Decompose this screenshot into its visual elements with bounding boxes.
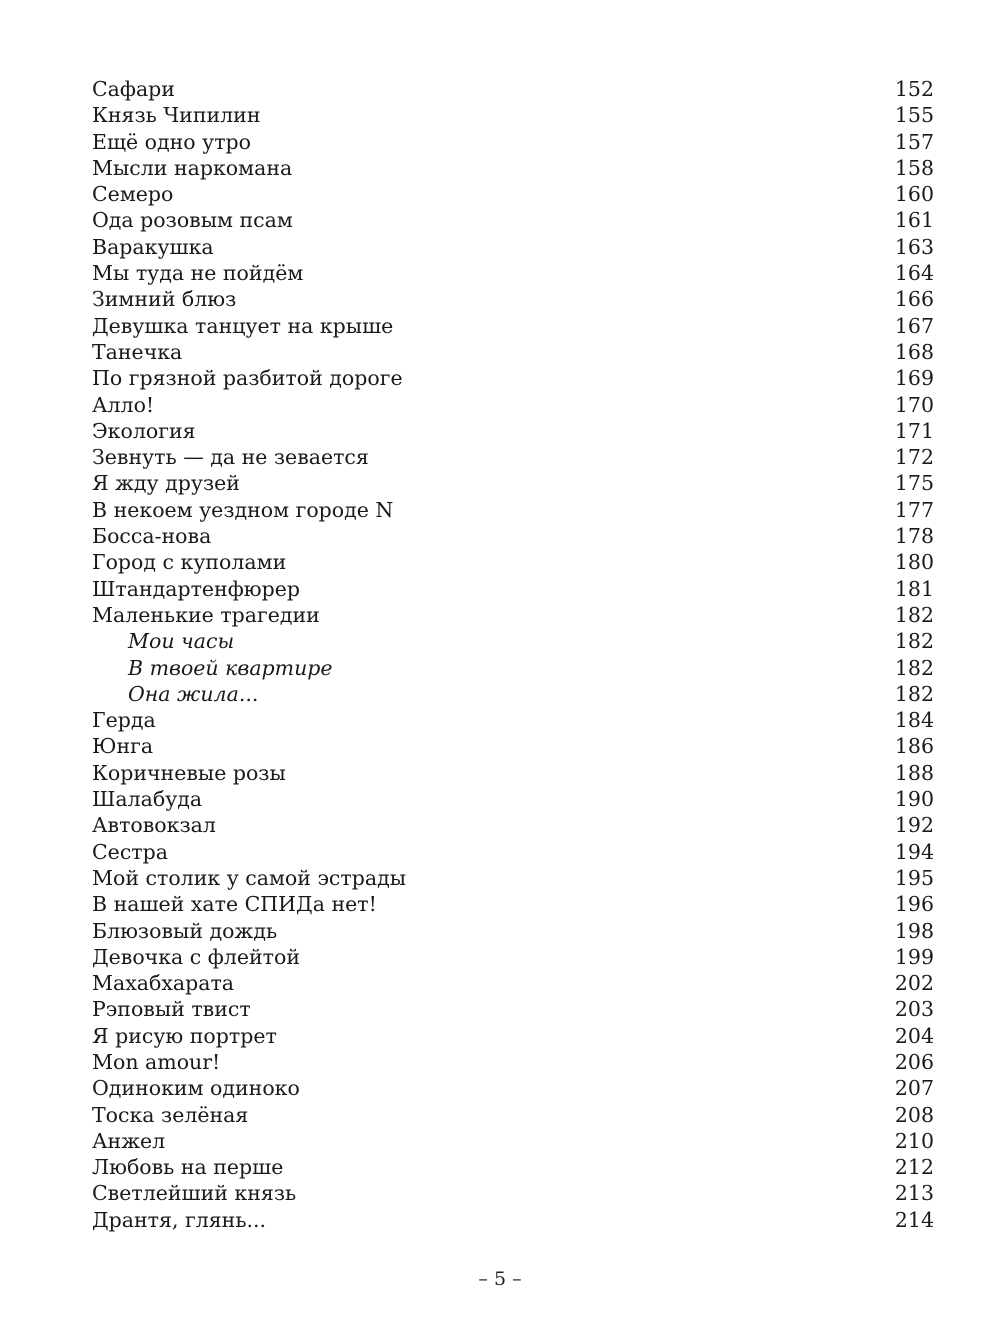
- toc-entry: [92, 155, 934, 181]
- toc-entry-page: 182: [894, 655, 934, 680]
- table-of-contents: [92, 76, 934, 1233]
- toc-entry-page: 169: [894, 366, 934, 391]
- toc-entry-title: Любовь на перше: [92, 1155, 284, 1180]
- toc-entry-page: 158: [894, 155, 934, 180]
- toc-entry-title: Мы туда не пойдём: [92, 261, 304, 286]
- toc-entry-title: Князь Чипилин: [92, 103, 261, 128]
- toc-entry-title: Ода розовым псам: [92, 208, 293, 233]
- toc-entry-title: Девушка танцует на крыше: [92, 313, 394, 338]
- toc-entry: [92, 207, 934, 233]
- toc-entry-page: 204: [894, 1023, 934, 1048]
- toc-entry-title: Алло!: [92, 392, 155, 417]
- toc-entry: [92, 549, 934, 575]
- toc-entry-page: 164: [894, 261, 934, 286]
- toc-entry-page: 203: [894, 997, 934, 1022]
- toc-entry: [92, 865, 934, 891]
- toc-entry-page: 194: [894, 839, 934, 864]
- toc-entry-page: 188: [894, 760, 934, 785]
- toc-entry-page: 166: [894, 287, 934, 312]
- toc-entry-page: 184: [894, 708, 934, 733]
- toc-entry: [92, 1154, 934, 1180]
- toc-entry-title: Зевнуть — да не зевается: [92, 445, 369, 470]
- toc-entry: [92, 812, 934, 838]
- toc-entry-title: Автовокзал: [92, 813, 216, 838]
- toc-entry-page: 160: [894, 182, 934, 207]
- toc-entry-page: 198: [894, 918, 934, 943]
- toc-entry-page: 177: [894, 497, 934, 522]
- toc-entry-page: 155: [894, 103, 934, 128]
- toc-entry-title: Девочка с флейтой: [92, 944, 300, 969]
- toc-entry-title: Я жду друзей: [92, 471, 240, 496]
- toc-entry: [92, 891, 934, 917]
- toc-entry-title: Анжел: [92, 1128, 166, 1153]
- toc-entry-title: Одиноким одиноко: [92, 1076, 300, 1101]
- toc-entry: [92, 523, 934, 549]
- toc-entry-page: 206: [894, 1049, 934, 1074]
- toc-entry-title: Город с куполами: [92, 550, 287, 575]
- toc-entry-title: Дрантя, глянь...: [92, 1207, 267, 1232]
- toc-entry-title: Коричневые розы: [92, 760, 286, 785]
- toc-entry-page: 212: [894, 1155, 934, 1180]
- toc-entry: [92, 470, 934, 496]
- toc-entry-title: В нашей хате СПИДа нет!: [92, 892, 377, 917]
- toc-entry: [92, 365, 934, 391]
- toc-entry-page: 213: [894, 1181, 934, 1206]
- toc-entry-title: Ещё одно утро: [92, 129, 252, 154]
- toc-entry: [92, 339, 934, 365]
- toc-entry-page: 182: [894, 602, 934, 627]
- toc-entry: [92, 970, 934, 996]
- toc-entry: [92, 313, 934, 339]
- toc-entry: [92, 707, 934, 733]
- toc-entry: [92, 392, 934, 418]
- toc-entry-title: В некоем уездном городе N: [92, 497, 394, 522]
- toc-entry-title: Зимний блюз: [92, 287, 237, 312]
- toc-entry-page: 196: [894, 892, 934, 917]
- toc-entry: [92, 839, 934, 865]
- toc-entry: [92, 576, 934, 602]
- toc-entry-title: По грязной разбитой дороге: [92, 366, 403, 391]
- toc-entry-title: Семеро: [92, 182, 174, 207]
- toc-entry: [92, 786, 934, 812]
- toc-subentry: [92, 628, 934, 654]
- toc-entry-title: Экология: [92, 418, 196, 443]
- toc-entry: [92, 234, 934, 260]
- toc-entry: [92, 286, 934, 312]
- toc-entry: [92, 444, 934, 470]
- toc-entry-page: 172: [894, 445, 934, 470]
- toc-entry-page: 181: [894, 576, 934, 601]
- toc-subentry: [92, 655, 934, 681]
- toc-entry: [92, 102, 934, 128]
- toc-entry-page: 210: [894, 1128, 934, 1153]
- toc-entry-title: Сестра: [92, 839, 168, 864]
- toc-entry-page: 208: [894, 1102, 934, 1127]
- toc-entry-page: 199: [894, 944, 934, 969]
- toc-entry-title: Юнга: [92, 734, 154, 759]
- toc-entry-title: Танечка: [92, 339, 183, 364]
- toc-entry-title: Герда: [92, 708, 156, 733]
- toc-entry: [92, 1023, 934, 1049]
- toc-entry: [92, 1102, 934, 1128]
- toc-entry-title: Мои часы: [128, 629, 235, 654]
- toc-entry-title: Рэповый твист: [92, 997, 251, 1022]
- toc-entry: [92, 760, 934, 786]
- toc-entry-page: 182: [894, 681, 934, 706]
- toc-entry-page: 214: [894, 1207, 934, 1232]
- toc-entry-page: 171: [894, 418, 934, 443]
- toc-entry: [92, 76, 934, 102]
- toc-entry-title: Я рисую портрет: [92, 1023, 277, 1048]
- toc-entry-title: Мой столик у самой эстрады: [92, 865, 407, 890]
- toc-entry-title: Босса-нова: [92, 524, 212, 549]
- toc-subentry: [92, 681, 934, 707]
- toc-entry-title: Штандартенфюрер: [92, 576, 300, 601]
- page-number: – 5 –: [478, 1268, 522, 1290]
- toc-entry: [92, 602, 934, 628]
- toc-entry: [92, 1049, 934, 1075]
- toc-entry: [92, 181, 934, 207]
- toc-entry-title: В твоей квартире: [128, 655, 333, 680]
- toc-entry-page: 202: [894, 971, 934, 996]
- toc-entry-page: 178: [894, 524, 934, 549]
- toc-entry-page: 157: [894, 129, 934, 154]
- toc-entry-page: 170: [894, 392, 934, 417]
- toc-entry: [92, 497, 934, 523]
- toc-entry: [92, 918, 934, 944]
- toc-entry-title: Сафари: [92, 77, 175, 101]
- toc-entry-title: Варакушка: [92, 234, 214, 259]
- toc-entry-title: Махабхарата: [92, 971, 235, 996]
- toc-entry: [92, 1075, 934, 1101]
- toc-entry: [92, 1207, 934, 1233]
- toc-entry-title: Блюзовый дождь: [92, 918, 278, 943]
- toc-entry: [92, 260, 934, 286]
- toc-entry-page: 180: [894, 550, 934, 575]
- toc-entry-title: Мысли наркомана: [92, 155, 293, 180]
- toc-entry: [92, 733, 934, 759]
- toc-entry-title: Она жила...: [128, 681, 259, 706]
- toc-entry-page: 190: [894, 787, 934, 812]
- toc-entry-page: 186: [894, 734, 934, 759]
- toc-entry: [92, 129, 934, 155]
- toc-entry-title: Тоска зелёная: [92, 1102, 249, 1127]
- toc-entry-page: 192: [894, 813, 934, 838]
- toc-entry-page: 168: [894, 339, 934, 364]
- toc-entry-page: 195: [894, 865, 934, 890]
- toc-entry: [92, 944, 934, 970]
- toc-entry-page: 207: [894, 1076, 934, 1101]
- toc-entry-page: 161: [894, 208, 934, 233]
- toc-entry-page: 152: [894, 77, 934, 101]
- toc-entry: [92, 418, 934, 444]
- toc-entry-page: 163: [894, 234, 934, 259]
- toc-entry-page: 175: [894, 471, 934, 496]
- toc-entry-title: Светлейший князь: [92, 1181, 297, 1206]
- toc-entry-page: 182: [894, 629, 934, 654]
- toc-entry-title: Шалабуда: [92, 787, 203, 812]
- toc-entry: [92, 1180, 934, 1206]
- toc-entry-page: 167: [894, 313, 934, 338]
- toc-entry: [92, 996, 934, 1022]
- toc-entry: [92, 1128, 934, 1154]
- toc-entry-title: Маленькие трагедии: [92, 602, 320, 627]
- toc-entry-title: Mon amour!: [92, 1049, 221, 1074]
